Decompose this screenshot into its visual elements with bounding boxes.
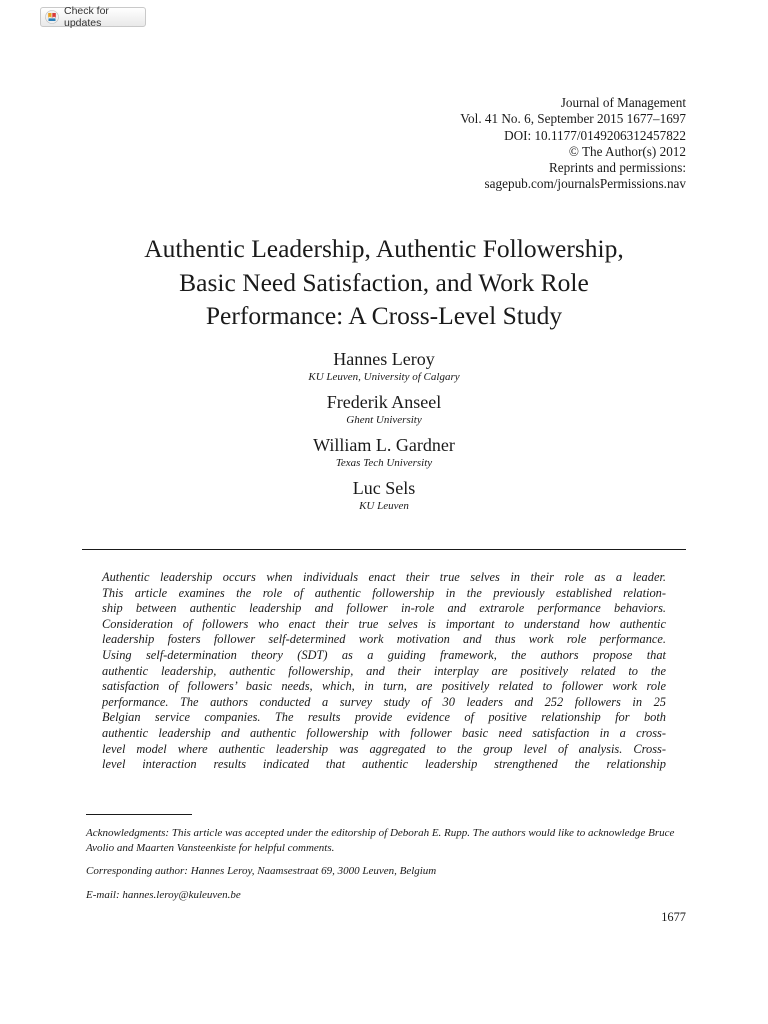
abstract-line: satisfaction of followers’ basic needs, which, in turn, are positively related to follower work role bbox=[102, 679, 666, 694]
author-affiliation: KU Leuven, University of Calgary bbox=[308, 371, 460, 383]
journal-info bbox=[326, 95, 686, 193]
title-line: Authentic Leadership, Authentic Followership, bbox=[144, 234, 624, 263]
check-for-updates-badge[interactable] bbox=[40, 7, 146, 27]
abstract-line: authentic leadership, authentic followership, and their interplay are positively related to the bbox=[102, 663, 666, 678]
article-title bbox=[60, 232, 708, 333]
author-name: Frederik Anseel bbox=[326, 392, 442, 412]
abstract-line: Authentic leadership occurs when individuals enact their true selves in their role as a leader. bbox=[102, 570, 666, 584]
email-footnote[interactable]: E-mail: hannes.leroy@kuleuven.be bbox=[86, 889, 241, 901]
abstract-line: Consideration of followers who enact their true selves is important to understand how authentic bbox=[102, 616, 666, 631]
journal-reprints: Reprints and permissions: bbox=[549, 160, 686, 176]
abstract-line: leadership fosters follower self-determined work motivation and thus work role performance. bbox=[102, 632, 666, 647]
journal-name: Journal of Management bbox=[560, 95, 686, 110]
badge-label: Check for updates bbox=[64, 5, 109, 29]
page-number: 1677 bbox=[661, 910, 686, 924]
title-line: Performance: A Cross-Level Study bbox=[205, 301, 563, 330]
abstract-line: authentic leadership and authentic followership with follower basic need satisfaction in a cross- bbox=[102, 725, 666, 740]
author-affiliation: KU Leuven bbox=[359, 500, 409, 512]
author-list bbox=[184, 349, 584, 521]
acknowledgments-footnote: Acknowledgments: This article was accepted under the editorship of Deborah E. Rupp. The authors would like to acknowledge Bruce Avolio and Maarten Vansteenkiste for helpful comments. bbox=[86, 827, 675, 854]
title-line: Basic Need Satisfaction, and Work Role bbox=[179, 267, 589, 297]
abstract-divider bbox=[82, 549, 686, 550]
journal-copyright: © The Author(s) 2012 bbox=[568, 143, 686, 159]
author-affiliation: Texas Tech University bbox=[335, 457, 433, 469]
abstract-line: level model where authentic leadership was aggregated to the group level of analysis. Cross- bbox=[102, 741, 666, 756]
abstract-line: This article examines the role of authentic followership in the previously established relation- bbox=[102, 585, 666, 600]
journal-volume: Vol. 41 No. 6, September 2015 1677–1697 bbox=[460, 111, 686, 127]
abstract-line: performance. The authors conducted a survey study of 30 leaders and 252 followers in 25 bbox=[102, 694, 666, 709]
abstract-line: ship between authentic leadership and follower in-role and extrarole performance behaviors. bbox=[102, 601, 666, 616]
journal-permissions-link[interactable]: sagepub.com/journalsPermissions.nav bbox=[484, 176, 686, 192]
abstract-line: level interaction results indicated that authentic leadership strengthened the relationship bbox=[102, 757, 666, 772]
abstract-line: Belgian service companies. The results provide evidence of positive relationship for both bbox=[102, 710, 666, 725]
footnote-divider bbox=[86, 814, 192, 815]
journal-doi[interactable]: DOI: 10.1177/0149206312457822 bbox=[504, 127, 686, 143]
author-name: William L. Gardner bbox=[313, 435, 455, 455]
abstract-line: Using self-determination theory (SDT) as a guiding framework, the authors propose that bbox=[102, 647, 666, 662]
author-name: Hannes Leroy bbox=[333, 349, 435, 369]
crossmark-icon bbox=[45, 10, 59, 24]
abstract bbox=[102, 570, 666, 773]
author-name: Luc Sels bbox=[352, 478, 416, 498]
corresponding-author-footnote: Corresponding author: Hannes Leroy, Naamsestraat 69, 3000 Leuven, Belgium bbox=[86, 865, 437, 877]
author-affiliation: Ghent University bbox=[346, 414, 422, 426]
